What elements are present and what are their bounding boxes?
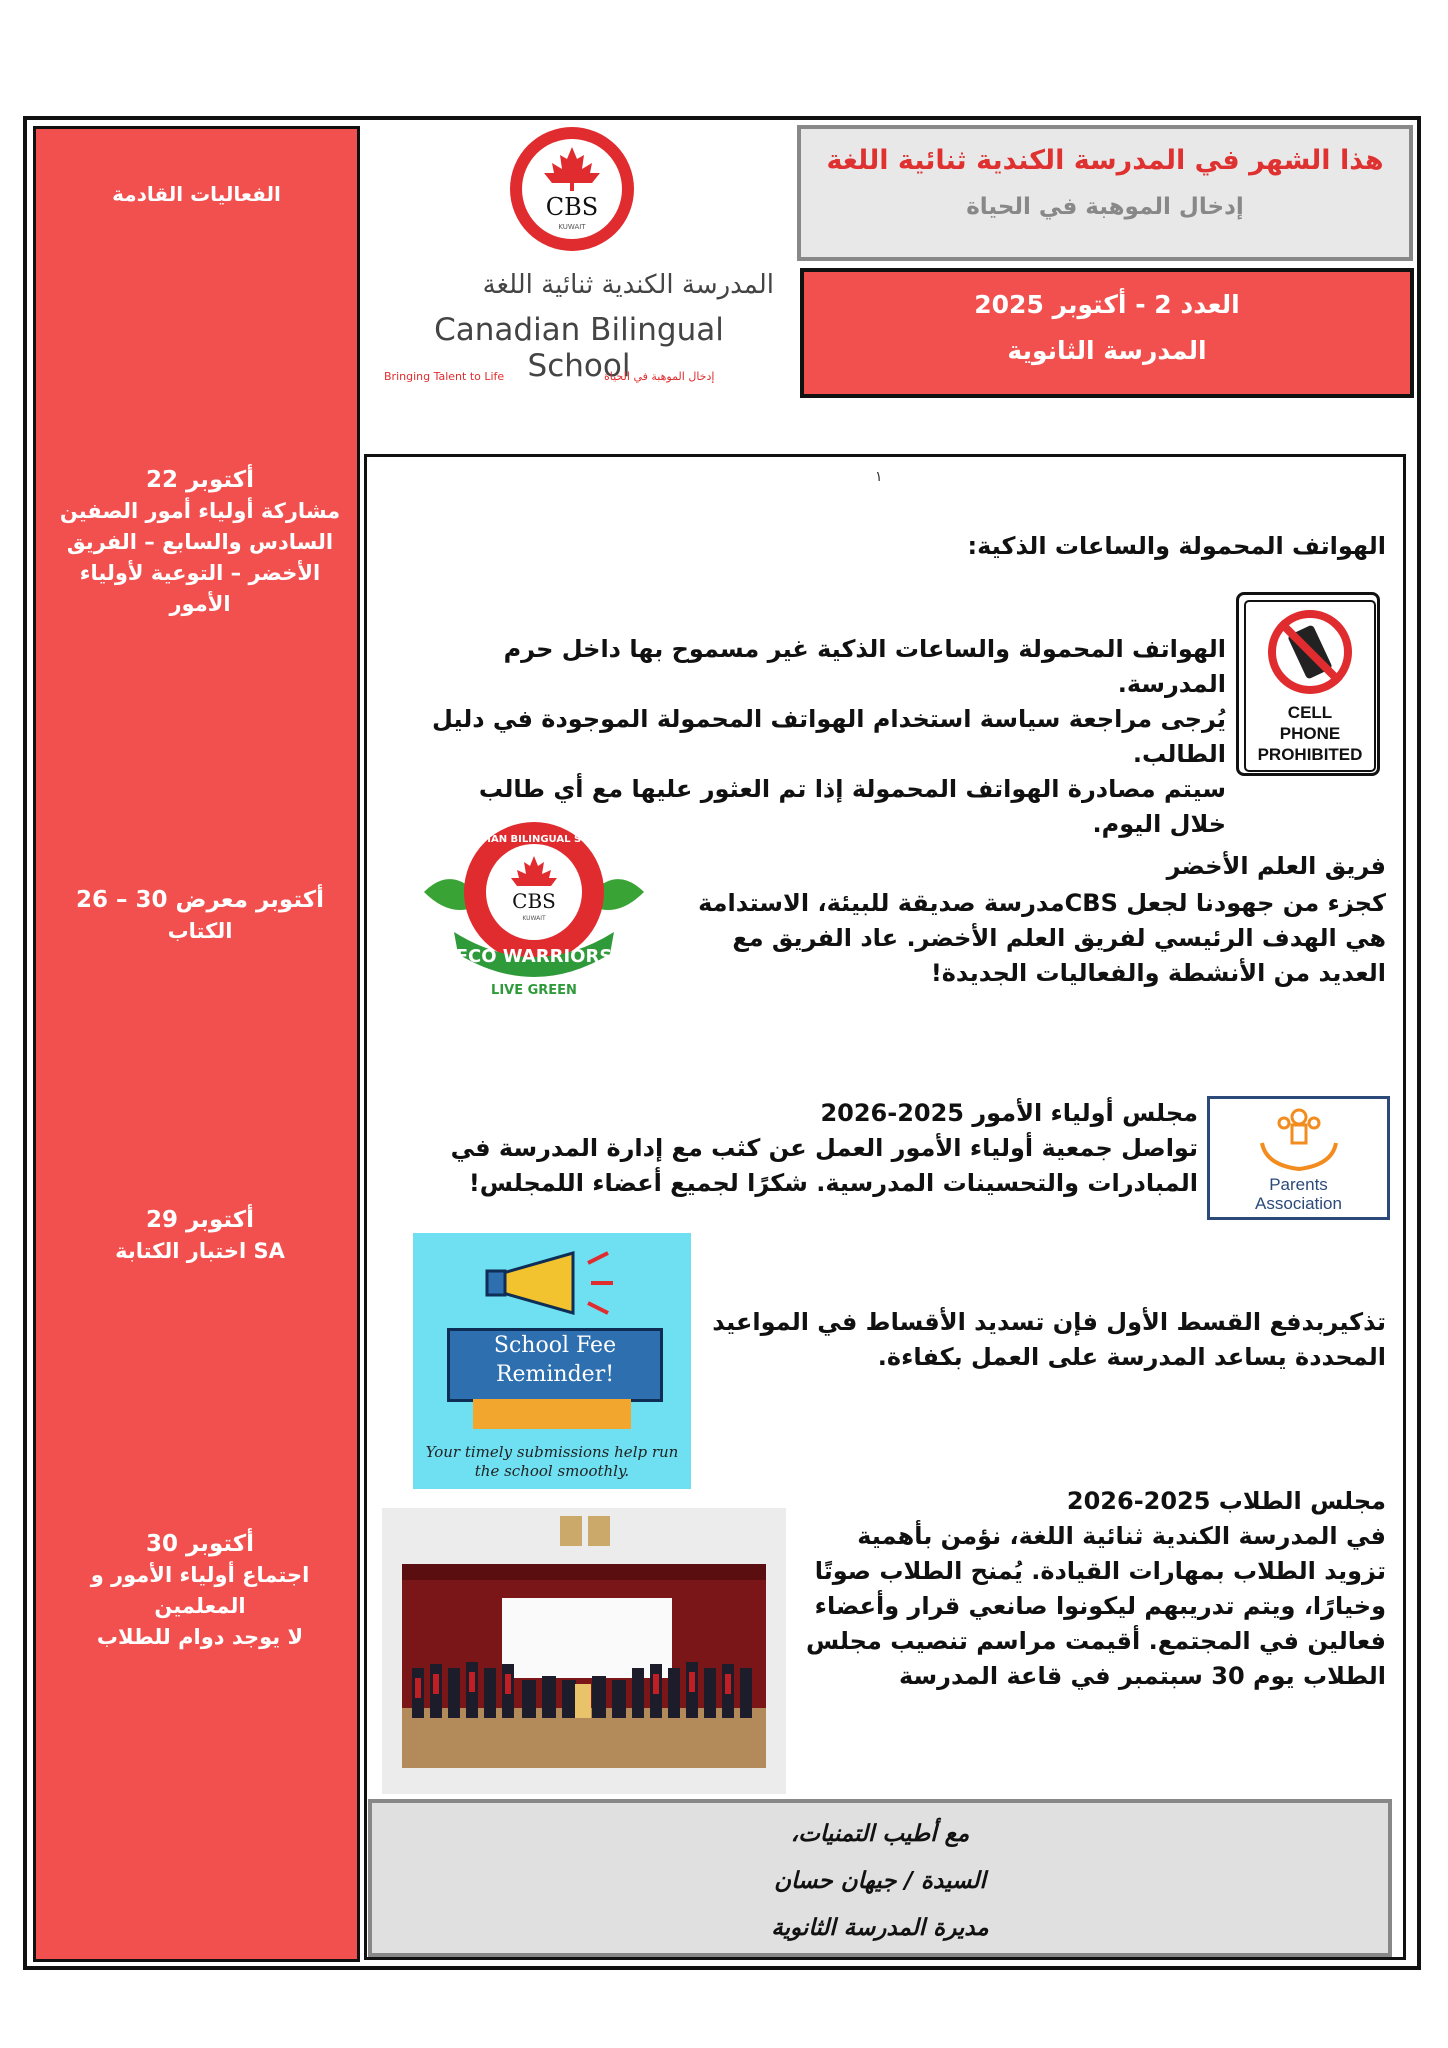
sign-line: CELL <box>1287 703 1333 722</box>
event-item <box>50 465 350 620</box>
svg-text:CANADIAN BILINGUAL SCHOOL: CANADIAN BILINGUAL SCHOOL <box>447 834 621 845</box>
svg-text:ECO WARRIORS: ECO WARRIORS <box>455 946 613 967</box>
signature-greeting: مع أطيب التمنيات، <box>790 1821 970 1847</box>
tagline-ar: إدخال الموهبة في الحياة <box>604 370 715 383</box>
event-text: الكتاب <box>167 919 233 943</box>
fee-caption: Your timely submissions help run the school smoothly. <box>425 1443 679 1480</box>
issue-line: العدد 2 - أكتوبر 2025 <box>974 290 1240 319</box>
green-team-text: كجزء من جهودنا لجعل CBSمدرسة صديقة للبيئة، الاستدامة هي الهدف الرئيسي لفريق العلم الأخضر. عاد الفريق مع العديد من الأنشطة والفعاليات الجديدة! <box>698 889 1386 987</box>
svg-text:CBS: CBS <box>545 193 599 221</box>
fee-banner <box>447 1328 663 1402</box>
sign-line: PHONE <box>1279 724 1341 743</box>
page-mark: ١ <box>875 469 883 485</box>
phones-line: يُرجى مراجعة سياسة استخدام الهواتف المحمولة الموجودة في دليل الطالب. <box>432 705 1226 768</box>
eco-warriors-logo <box>414 812 654 1002</box>
event-date: 30 أكتوبر <box>145 1531 255 1557</box>
cell-phone-prohibited-icon <box>1236 592 1380 776</box>
phones-text <box>420 632 1226 842</box>
megaphone-icon <box>413 1233 691 1333</box>
svg-text:KUWAIT: KUWAIT <box>558 223 586 231</box>
svg-text:CBS: CBS <box>512 889 556 913</box>
event-date: 29 أكتوبر <box>145 1207 255 1233</box>
parents-council-text: تواصل جمعية أولياء الأمور العمل عن كثب مع إدارة المدرسة في المبادرات والتحسينات المدرسية. شكرًا لجميع أعضاء اللمجلس! <box>450 1134 1198 1197</box>
logo-line: Parents <box>1269 1175 1328 1194</box>
issue-info-box <box>800 268 1414 398</box>
student-council-photo <box>382 1508 786 1794</box>
signature-box <box>368 1799 1392 1957</box>
upcoming-events-sidebar <box>33 126 360 1962</box>
school-logo <box>364 122 784 432</box>
event-date: 22 أكتوبر <box>145 467 255 493</box>
phones-line: سيتم مصادرة الهواتف المحمولة إذا تم العثور عليها مع أي طالب خلال اليوم. <box>478 775 1226 838</box>
section-name: المدرسة الثانوية <box>1007 336 1207 365</box>
signature-name: السيدة / جيهان حسان <box>774 1868 986 1894</box>
tagline-en: Bringing Talent to Life <box>384 370 505 383</box>
sign-line: PROHIBITED <box>1257 745 1363 764</box>
student-council-section <box>800 1484 1386 1694</box>
banner-ribbon <box>473 1399 631 1429</box>
cbs-badge-icon <box>510 127 634 251</box>
newsletter-title: هذا الشهر في المدرسة الكندية ثنائية اللغة <box>826 145 1384 176</box>
parents-council-section <box>380 1096 1198 1201</box>
sidebar-title: الفعاليات القادمة <box>112 182 281 206</box>
phones-heading: الهواتف المحمولة والساعات الذكية: <box>967 532 1386 560</box>
student-council-heading: مجلس الطلاب 2025-2026 <box>1066 1487 1386 1515</box>
fee-reminder-text: تذكيربدفع القسط الأول فإن تسديد الأقساط في المواعيد المحددة يساعد المدرسة على العمل بكفاءة. <box>712 1308 1386 1371</box>
event-item <box>50 1529 350 1653</box>
school-name-ar: المدرسة الكندية ثنائية اللغة <box>482 270 774 300</box>
banner-line: Reminder! <box>495 1362 615 1387</box>
svg-text:LIVE GREEN: LIVE GREEN <box>491 983 577 998</box>
newsletter-subtitle: إدخال الموهبة في الحياة <box>966 194 1244 220</box>
parents-council-heading: مجلس أولياء الأمور 2025-2026 <box>820 1099 1198 1127</box>
signature-role: مديرة المدرسة الثانوية <box>771 1915 989 1941</box>
logo-line: Association <box>1255 1194 1342 1213</box>
event-date: 26 – 30 أكتوبر معرض <box>75 887 325 913</box>
event-item <box>50 1205 350 1267</box>
school-name-en: Canadian Bilingual School <box>434 312 724 384</box>
svg-text:KUWAIT: KUWAIT <box>522 915 546 922</box>
event-text: اختبار الكتابة SA <box>115 1239 285 1263</box>
school-fee-reminder-image <box>413 1233 691 1489</box>
event-text: اجتماع أولياء الأمور و المعلمين <box>90 1563 310 1618</box>
event-item <box>50 885 350 947</box>
event-text: لا يوجد دوام للطلاب <box>96 1625 304 1649</box>
newsletter-title-box <box>797 125 1413 261</box>
banner-line: School Fee <box>493 1333 617 1358</box>
hands-people-icon <box>1254 1103 1344 1173</box>
parents-association-logo <box>1207 1096 1390 1220</box>
green-team-heading: فريق العلم الأخضر <box>1166 852 1386 880</box>
event-text: مشاركة أولياء أمور الصفين السادس والسابع – الفريق الأخضر – التوعية لأولياء الأمور <box>59 499 341 616</box>
student-council-text: في المدرسة الكندية ثنائية اللغة، نؤمن بأهمية تزويد الطلاب بمهارات القيادة. يُمنح الطلاب صوتًا وخيارًا، ويتم تدريبهم ليكونوا صانعي قرار وأعضاء فعالين في المجتمع. أقيمت مراسم تنصيب مجلس الطلاب يوم 30 سبتمبر في قاعة المدرسة <box>805 1522 1386 1690</box>
phones-line: الهواتف المحمولة والساعات الذكية غير مسموح بها داخل حرم المدرسة. <box>503 635 1226 698</box>
